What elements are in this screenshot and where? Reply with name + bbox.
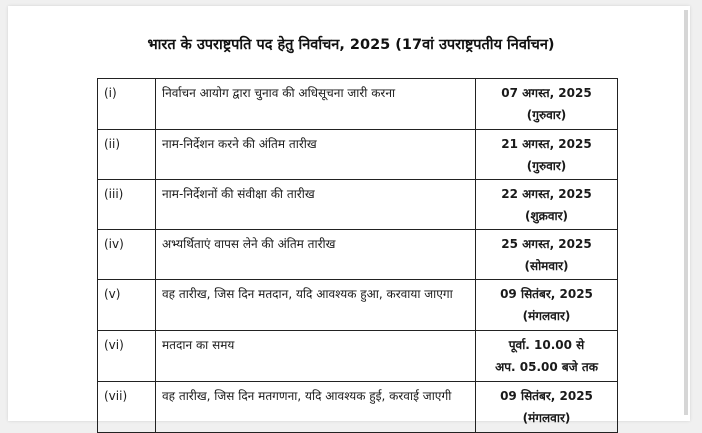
event-date-cell [476, 230, 618, 280]
table-row [98, 130, 618, 180]
event-date-cell [476, 331, 618, 382]
poll-end-time: अप. 05.00 बजे तक [495, 360, 598, 374]
event-day: (मंगलवार) [522, 309, 571, 323]
table-row [98, 331, 618, 382]
event-date-cell [476, 382, 618, 433]
event-description: अभ्यर्थिताएं वापस लेने की अंतिम तारीख [156, 230, 476, 280]
event-date: 07 अगस्त, 2025 [501, 86, 592, 100]
event-date: 25 अगस्त, 2025 [501, 237, 592, 251]
event-day: (मंगलवार) [522, 411, 571, 425]
event-date: 22 अगस्त, 2025 [501, 187, 592, 201]
table-row [98, 79, 618, 130]
event-description: नाम-निर्देशन करने की अंतिम तारीख [156, 130, 476, 180]
election-schedule-table [97, 78, 618, 433]
event-date: 09 सितंबर, 2025 [500, 287, 593, 301]
poll-start-time: पूर्वा. 10.00 से [508, 338, 585, 352]
row-number: (ii) [98, 130, 156, 180]
row-number: (vii) [98, 382, 156, 433]
event-day: (गुरुवार) [526, 159, 567, 173]
event-description: वह तारीख, जिस दिन मतगणना, यदि आवश्यक हुई, करवाई जाएगी [156, 382, 476, 433]
event-date-cell [476, 280, 618, 331]
event-day: (सोमवार) [524, 259, 569, 273]
event-day: (शुक्रवार) [524, 209, 569, 223]
event-description: मतदान का समय [156, 331, 476, 382]
table-row [98, 280, 618, 331]
event-description: वह तारीख, जिस दिन मतदान, यदि आवश्यक हुआ, करवाया जाएगा [156, 280, 476, 331]
event-date-cell [476, 79, 618, 130]
row-number: (i) [98, 79, 156, 130]
event-description: नाम-निर्देशनों की संवीक्षा की तारीख [156, 180, 476, 230]
event-date: 21 अगस्त, 2025 [501, 137, 592, 151]
event-date-cell [476, 180, 618, 230]
table-row [98, 180, 618, 230]
row-number: (iv) [98, 230, 156, 280]
event-date: 09 सितंबर, 2025 [500, 389, 593, 403]
table-row [98, 230, 618, 280]
row-number: (iii) [98, 180, 156, 230]
document-title: भारत के उपराष्ट्रपति पद हेतु निर्वाचन, 2025 (17वां उपराष्ट्रपतीय निर्वाचन) [147, 37, 555, 53]
table-row [98, 382, 618, 433]
event-description: निर्वाचन आयोग द्वारा चुनाव की अधिसूचना जारी करना [156, 79, 476, 130]
event-date-cell [476, 130, 618, 180]
page-edge-shadow [684, 10, 688, 415]
row-number: (v) [98, 280, 156, 331]
event-day: (गुरुवार) [526, 108, 567, 122]
row-number: (vi) [98, 331, 156, 382]
